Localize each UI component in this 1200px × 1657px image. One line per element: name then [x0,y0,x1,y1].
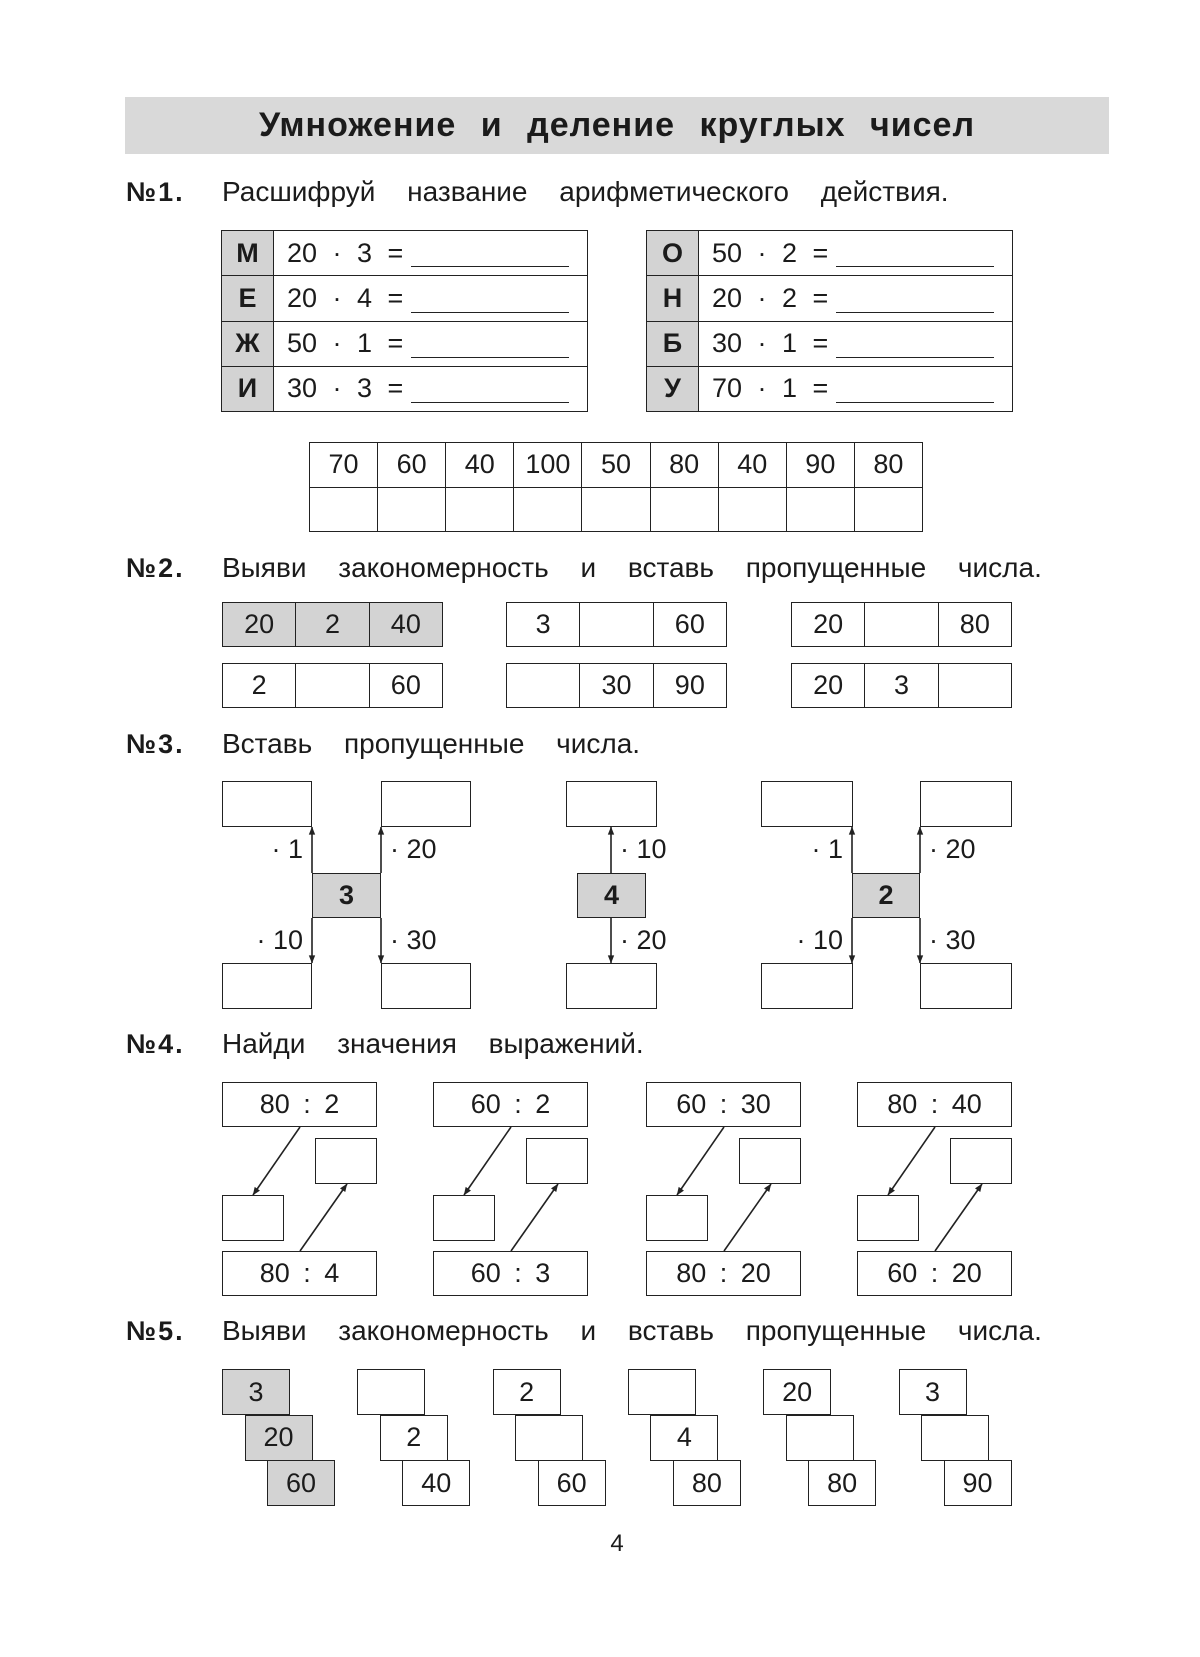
cipher-expression-cell [699,276,1013,321]
expression-box-top: 80 : 40 [857,1082,1012,1127]
arrow-to-upper-answer [724,1184,771,1251]
answer-box-top-right [381,781,471,827]
cipher-expression: 50 · 2 = [712,237,829,268]
pattern-cell [507,664,580,708]
staircase-box: 60 [538,1460,606,1506]
answer-letter-cell [787,488,855,533]
staircase-box: 3 [899,1369,967,1415]
answer-letter-cell [446,488,514,533]
answer-number-cell: 70 [310,443,378,488]
answer-box-upper [950,1138,1012,1184]
pattern-cell [865,603,938,647]
multiplier-label-down-right: · 30 [929,925,976,955]
answer-number-cell: 50 [582,443,650,488]
staircase-box: 4 [650,1415,718,1461]
answer-box-top-left [222,781,312,827]
staircase-box: 80 [673,1460,741,1506]
center-number-box: 4 [577,873,646,918]
task-1-number: №1. [126,177,185,207]
cipher-expression: 20 · 3 = [287,237,404,268]
arrow-to-lower-answer [253,1127,300,1195]
answer-blank-line [411,266,569,267]
multiplier-label-up-left: · 1 [271,834,303,864]
arrow-to-lower-answer [464,1127,511,1195]
pattern-cell: 20 [792,603,865,647]
cipher-expression-cell [699,322,1013,367]
cipher-expression-cell [274,322,588,367]
answer-blank-line [411,402,569,403]
pattern-row [506,602,727,647]
task-3-instruction: Вставь пропущенные числа. [222,728,641,759]
pattern-cell [939,664,1012,708]
arrow-to-upper-answer [511,1184,558,1251]
pattern-cell: 60 [370,664,443,708]
pattern-cell: 40 [370,603,443,647]
answer-box-lower [646,1195,708,1241]
pattern-cell: 80 [939,603,1012,647]
answer-box-lower [222,1195,284,1241]
arrow-to-lower-answer [677,1127,724,1195]
answer-box-upper [526,1138,588,1184]
answer-box-upper [315,1138,377,1184]
multiplier-label-down-left: · 10 [256,925,303,955]
multiplier-label-up-left: · 1 [811,834,843,864]
answer-number-cell: 90 [787,443,855,488]
title-bar [125,97,1109,154]
cipher-letter: И [222,367,274,412]
arrow-to-lower-answer [888,1127,935,1195]
pattern-cell: 3 [507,603,580,647]
cipher-expression: 30 · 1 = [712,328,829,359]
cipher-expression: 30 · 3 = [287,373,404,404]
multiplier-label-up-right: · 20 [390,834,437,864]
staircase-box: 2 [380,1415,448,1461]
staircase-box: 2 [493,1369,561,1415]
page-number: 4 [610,1530,624,1557]
cipher-expression-cell [699,231,1013,276]
cipher-expression-cell [274,367,588,412]
task-3-number: №3. [126,729,185,759]
answer-box-upper [739,1138,801,1184]
pattern-cell: 90 [654,664,727,708]
pattern-cell: 20 [223,603,296,647]
arrow-to-upper-answer [300,1184,347,1251]
expression-box-top: 60 : 30 [646,1082,801,1127]
answer-number-cell: 40 [719,443,787,488]
answer-box-bottom-right [920,963,1012,1009]
pattern-cell: 60 [654,603,727,647]
cipher-letter: О [647,231,699,276]
staircase-box [921,1415,989,1461]
multiplier-label-down-right: · 30 [390,925,437,955]
pattern-cell: 3 [865,664,938,708]
answer-box-bottom-right [381,963,471,1009]
pattern-cell: 20 [792,664,865,708]
answer-blank-line [836,357,994,358]
answer-number-cell: 80 [651,443,719,488]
answer-letter-cell [855,488,923,533]
pattern-cell: 2 [223,664,296,708]
staircase-box [357,1369,425,1415]
staircase-box: 60 [267,1460,335,1506]
arrow-to-upper-answer [935,1184,982,1251]
answer-box-bottom-left [761,963,853,1009]
answer-number-cell: 80 [855,443,923,488]
answer-box-top-right [920,781,1012,827]
cipher-expression: 70 · 1 = [712,373,829,404]
expression-box-bottom: 60 : 20 [857,1251,1012,1296]
expression-box-top: 60 : 2 [433,1082,588,1127]
answer-letter-cell [651,488,719,533]
answer-box-top-left [761,781,853,827]
task-1-instruction: Расшифруй название арифметического действия. [222,176,949,207]
cipher-expression: 20 · 2 = [712,282,829,313]
task-2-instruction: Выяви закономерность и вставь пропущенные числа. [222,552,1042,583]
pattern-row [791,602,1012,647]
cipher-letter: Ж [222,322,274,367]
pattern-row [222,602,443,647]
multiplier-label-down: · 20 [620,925,667,955]
staircase-box [515,1415,583,1461]
answer-box-bottom [566,963,657,1009]
staircase-box: 20 [763,1369,831,1415]
task-2-number: №2. [126,553,185,583]
cipher-table-right [646,230,1013,412]
answer-blank-line [411,357,569,358]
pattern-cell [580,603,653,647]
task-4-number: №4. [126,1029,185,1059]
cipher-expression-cell [699,367,1013,412]
pattern-cell: 30 [580,664,653,708]
answer-number-cell: 100 [514,443,582,488]
cipher-table-left [221,230,588,412]
expression-box-bottom: 60 : 3 [433,1251,588,1296]
multiplier-label-up-right: · 20 [929,834,976,864]
center-number-box: 3 [312,873,381,918]
task-5-instruction: Выяви закономерность и вставь пропущенные числа. [222,1315,1042,1346]
answer-blank-line [836,266,994,267]
center-number-box: 2 [852,873,920,918]
cipher-letter: Н [647,276,699,321]
staircase-box: 80 [808,1460,876,1506]
answer-letter-cell [719,488,787,533]
staircase-box: 40 [402,1460,470,1506]
answer-blank-line [836,402,994,403]
pattern-row [222,663,443,708]
answer-number-cell: 60 [378,443,446,488]
staircase-box [628,1369,696,1415]
answer-box-lower [857,1195,919,1241]
expression-box-bottom: 80 : 4 [222,1251,377,1296]
answer-blank-line [836,312,994,313]
answer-letter-cell [582,488,650,533]
task-5-number: №5. [126,1316,185,1346]
answer-box-top [566,781,657,827]
answer-letter-cell [310,488,378,533]
expression-box-top: 80 : 2 [222,1082,377,1127]
page-title: Умножение и деление круглых чисел [258,106,976,144]
staircase-box: 20 [245,1415,313,1461]
staircase-box: 3 [222,1369,290,1415]
multiplier-label-down-left: · 10 [796,925,843,955]
answer-box-lower [433,1195,495,1241]
staircase-box: 90 [944,1460,1012,1506]
cipher-expression-cell [274,231,588,276]
pattern-row [791,663,1012,708]
cipher-expression: 20 · 4 = [287,282,404,313]
answer-letter-cell [378,488,446,533]
staircase-box [786,1415,854,1461]
cipher-letter: У [647,367,699,412]
task-4-instruction: Найди значения выражений. [222,1028,644,1059]
pattern-cell: 2 [296,603,369,647]
answer-number-cell: 40 [446,443,514,488]
cipher-expression-cell [274,276,588,321]
cipher-letter: Б [647,322,699,367]
cipher-letter: М [222,231,274,276]
answer-box-bottom-left [222,963,312,1009]
expression-box-bottom: 80 : 20 [646,1251,801,1296]
multiplier-label-up: · 10 [620,834,667,864]
pattern-row [506,663,727,708]
cipher-expression: 50 · 1 = [287,328,404,359]
answer-blank-line [411,312,569,313]
cipher-letter: Е [222,276,274,321]
answer-table [309,442,923,532]
pattern-cell [296,664,369,708]
answer-letter-cell [514,488,582,533]
